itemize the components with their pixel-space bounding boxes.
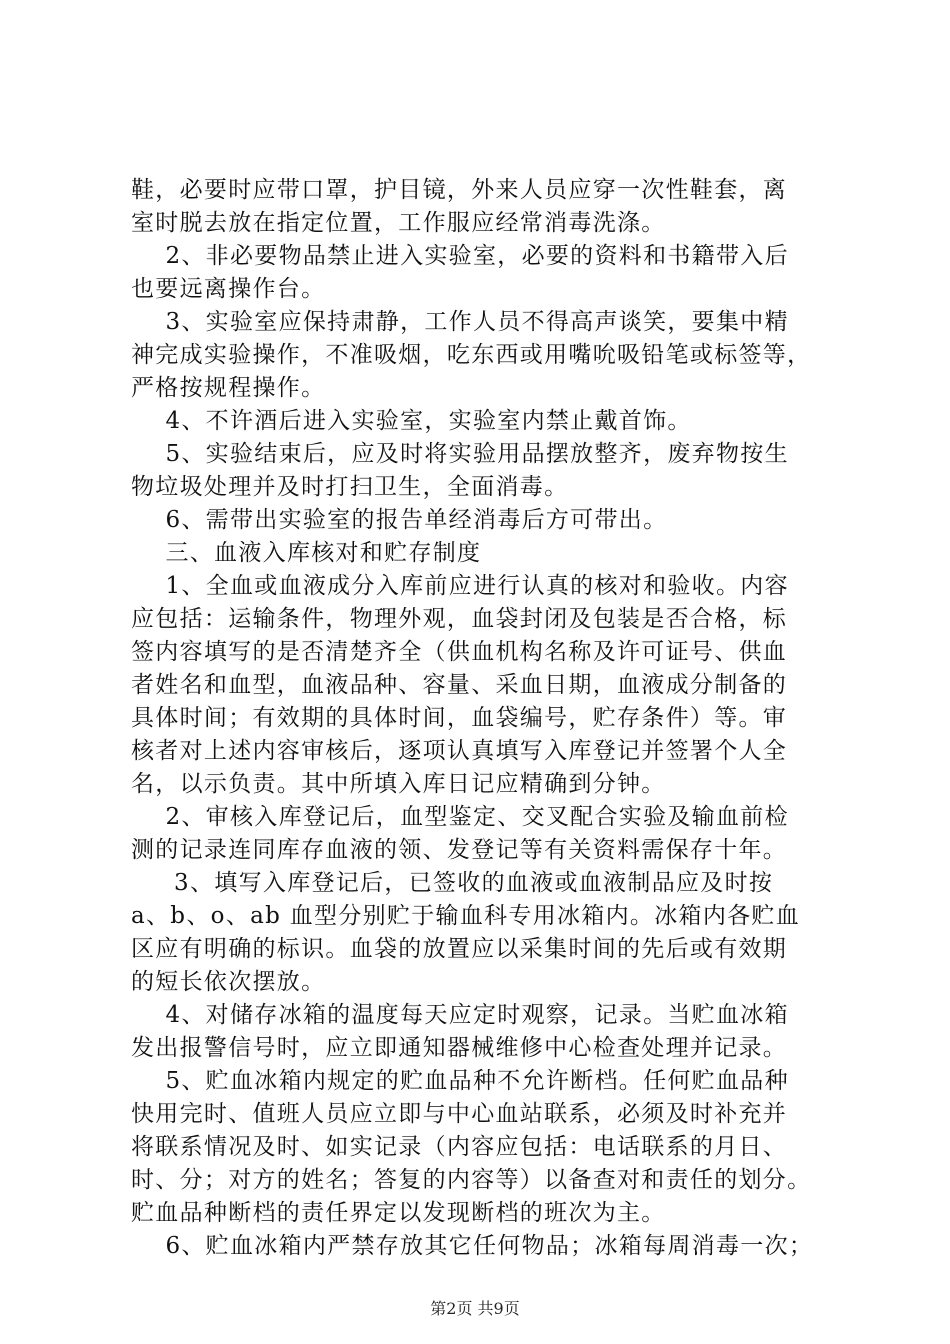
text-line: 区应有明确的标识。血袋的放置应以采集时间的先后或有效期 bbox=[131, 936, 788, 962]
text-line: 4、不许酒后进入实验室，实验室内禁止戴首饰。 bbox=[131, 408, 692, 434]
text-line: 3、实验室应保持肃静，工作人员不得高声谈笑，要集中精 bbox=[131, 309, 789, 335]
text-line: 名，以示负责。其中所填入库日记应精确到分钟。 bbox=[131, 771, 666, 797]
text-line: 3、填写入库登记后，已签收的血液或血液制品应及时按 bbox=[131, 870, 774, 896]
text-line: 核者对上述内容审核后，逐项认真填写入库登记并签署个人全 bbox=[131, 738, 788, 764]
text-line: 5、实验结束后，应及时将实验用品摆放整齐，废弃物按生 bbox=[131, 441, 789, 467]
section-heading: 三、血液入库核对和贮存制度 bbox=[131, 540, 482, 566]
text-line: 5、贮血冰箱内规定的贮血品种不允许断档。任何贮血品种 bbox=[131, 1068, 789, 1094]
page-number-footer: 第2页 共9页 bbox=[430, 1299, 520, 1318]
text-line: 4、对储存冰箱的温度每天应定时观察，记录。当贮血冰箱 bbox=[131, 1002, 789, 1028]
text-line: 贮血品种断档的责任界定以发现断档的班次为主。 bbox=[131, 1200, 666, 1226]
text-line: 也要远离操作台。 bbox=[131, 276, 326, 302]
text-line: 测的记录连同库存血液的领、发登记等有关资料需保存十年。 bbox=[131, 837, 788, 863]
text-line: 的短长依次摆放。 bbox=[131, 969, 326, 995]
text-line: 6、贮血冰箱内严禁存放其它任何物品；冰箱每周消毒一次； bbox=[131, 1233, 814, 1259]
text-line: 时、分；对方的姓名；答复的内容等）以备查对和责任的划分。 bbox=[131, 1167, 812, 1193]
text-line: a、b、o、ab 血型分别贮于输血科专用冰箱内。冰箱内各贮血 bbox=[131, 903, 801, 929]
text-line: 快用完时、值班人员应立即与中心血站联系，必须及时补充并 bbox=[131, 1101, 788, 1127]
text-line: 2、审核入库登记后，血型鉴定、交叉配合实验及输血前检 bbox=[131, 804, 789, 830]
document-body bbox=[131, 174, 831, 1263]
text-line: 鞋，必要时应带口罩，护目镜，外来人员应穿一次性鞋套，离 bbox=[131, 177, 788, 203]
text-line: 室时脱去放在指定位置，工作服应经常消毒洗涤。 bbox=[131, 210, 666, 236]
text-line: 将联系情况及时、如实记录（内容应包括：电话联系的月日、 bbox=[131, 1134, 788, 1160]
text-line: 2、非必要物品禁止进入实验室，必要的资料和书籍带入后 bbox=[131, 243, 789, 269]
text-line: 神完成实验操作，不准吸烟，吃东西或用嘴吮吸铅笔或标签等， bbox=[131, 342, 812, 368]
text-line: 6、需带出实验室的报告单经消毒后方可带出。 bbox=[131, 507, 668, 533]
text-line: 发出报警信号时，应立即通知器械维修中心检查处理并记录。 bbox=[131, 1035, 788, 1061]
text-line: 者姓名和血型，血液品种、容量、采血日期，血液成分制备的 bbox=[131, 672, 788, 698]
text-line: 签内容填写的是否清楚齐全（供血机构名称及许可证号、供血 bbox=[131, 639, 788, 665]
text-line: 1、全血或血液成分入库前应进行认真的核对和验收。内容 bbox=[131, 573, 789, 599]
text-line: 严格按规程操作。 bbox=[131, 375, 326, 401]
text-line: 物垃圾处理并及时打扫卫生，全面消毒。 bbox=[131, 474, 569, 500]
text-line: 具体时间；有效期的具体时间，血袋编号，贮存条件）等。审 bbox=[131, 705, 788, 731]
text-line: 应包括：运输条件，物理外观，血袋封闭及包装是否合格，标 bbox=[131, 606, 788, 632]
